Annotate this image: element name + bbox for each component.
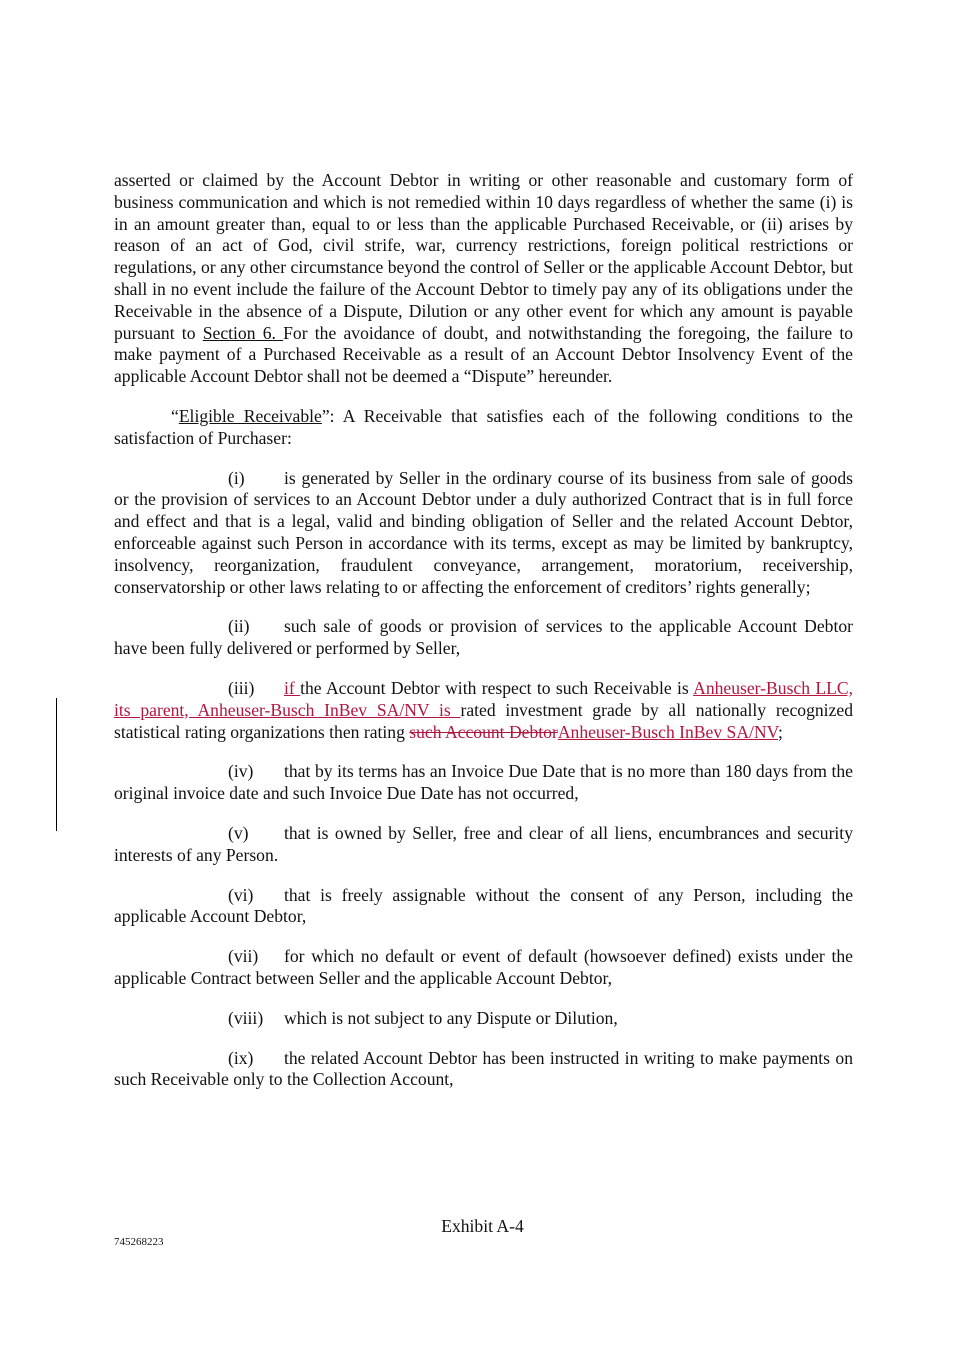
inserted-text: Anheuser-Busch LLC, its parent, Anheuser-Busch InBev SA/NV is (114, 677, 853, 720)
item-text: for which no default or event of default (howsoever defined) exists under the applicable Contract between Seller and the applicable Account Debtor, (114, 946, 853, 988)
list-item (114, 885, 853, 929)
revision-change-bar (56, 698, 57, 831)
list-item (114, 823, 853, 867)
list-item (114, 468, 853, 599)
item-number: (ii) (228, 616, 250, 637)
item-number: (iv) (228, 761, 254, 782)
dispute-text-tail: For the avoidance of doubt, and notwithstanding the foregoing, the failure to make payment of a Purchased Receivable as a result of an Account Debtor Insolvency Event of the applicable Account Debtor shall not be deemed a “Dispute” hereunder. (114, 322, 854, 387)
page-footer-label: Exhibit A-4 (441, 1216, 524, 1236)
dispute-definition-continuation (114, 170, 853, 388)
item-text: that by its terms has an Invoice Due Date that is no more than 180 days from the original invoice date and such Invoice Due Date has not occurred, (114, 761, 853, 804)
item-text: that is owned by Seller, free and clear of all liens, encumbrances and security interests of any Person. (114, 822, 853, 865)
item-text: that is freely assignable without the consent of any Person, including the applicable Account Debtor, (114, 884, 853, 927)
item-text: which is not subject to any Dispute or Dilution, (284, 1007, 618, 1028)
item-text: the Account Debtor with respect to such Receivable is (300, 677, 694, 698)
item-number: (v) (228, 822, 249, 843)
document-id: 745268223 (114, 1236, 164, 1248)
document-body (114, 170, 853, 1109)
item-number: (vi) (228, 884, 254, 905)
item-number: (ix) (228, 1047, 254, 1068)
dispute-text: asserted or claimed by the Account Debtor in writing or other reasonable and customary form of business communication and which is not remedied within 10 days regardless of whether the same (i) is in an amount greater than, equal to or less than the applicable Purchased Receivable, or (ii) arises by reason of an act of God, civil strife, war, currency restrictions, foreign political restrictions or regulations, or any other circumstance beyond the control of Seller or the applicable Account Debtor, but shall in no event include the failure of the Account Debtor to timely pay any of its obligations under the Receivable in the absence of a Dispute, Dilution or any other event for which any amount is payable pursuant to (114, 170, 853, 343)
inserted-text: Anheuser-Busch InBev SA/NV (557, 721, 779, 742)
item-text: ; (778, 721, 783, 742)
inserted-text: if (284, 677, 301, 698)
item-text: the related Account Debtor has been instructed in writing to make payments on such Receivable only to the Collection Account, (114, 1047, 853, 1090)
list-item (114, 1008, 853, 1030)
item-number: (iii) (228, 677, 255, 698)
list-item-redlined (114, 678, 853, 743)
quote-open: “ (171, 405, 179, 426)
item-number: (vii) (228, 946, 259, 967)
section-separator: . (271, 322, 284, 343)
eligible-receivable-definition (114, 406, 853, 450)
item-number: (viii) (228, 1007, 264, 1028)
item-text: rated investment grade by all nationally recognized statistical rating organizations then rating (114, 699, 853, 742)
defined-term: Eligible Receivable (178, 405, 322, 426)
list-item (114, 616, 853, 660)
item-number: (i) (228, 467, 245, 488)
item-text: such sale of goods or provision of services to the applicable Account Debtor have been fully delivered or performed by Seller, (114, 616, 853, 659)
deleted-text: such Account Debtor (409, 721, 558, 742)
item-text: is generated by Seller in the ordinary course of its business from sale of goods or the provision of services to an Account Debtor under a duly authorized Contract that is in full force and effect and that is a legal, valid and binding obligation of Seller and the related Account Debtor, enforceable against such Person in accordance with its terms, except as may be limited by bankruptcy, insolvency, reorganization, fraudulent conveyance, arrangement, moratorium, receivership, conservatorship or other laws relating to or affecting the enforcement of creditors’ rights generally; (114, 467, 853, 597)
list-item (114, 1048, 853, 1092)
list-item (114, 761, 853, 805)
list-item (114, 946, 853, 990)
definition-text: ”: A Receivable that satisfies each of the following conditions to the satisfaction of Purchaser: (114, 405, 853, 448)
section-reference: Section 6 (202, 322, 272, 343)
